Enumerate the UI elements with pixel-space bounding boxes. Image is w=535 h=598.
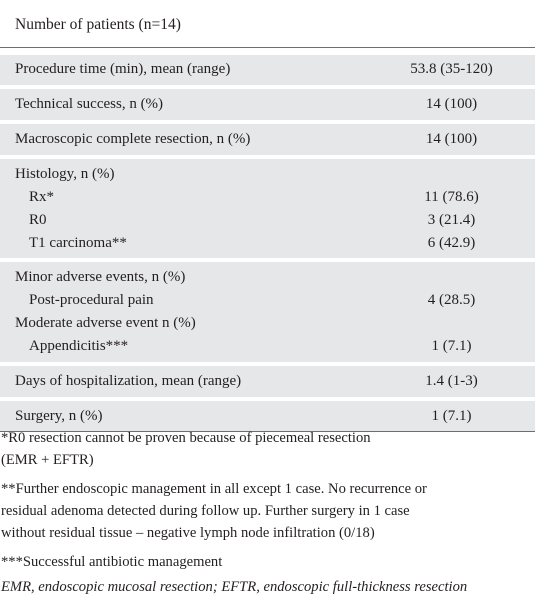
row-value: 11 (78.6): [424, 189, 479, 205]
minor-adverse-title: Minor adverse events, n (%): [15, 269, 186, 285]
row-value: 14 (100): [425, 131, 478, 147]
footnote-1-line-1: *R0 resection cannot be proven because of piecemeal resection: [1, 430, 371, 446]
row-label: Appendicitis***: [29, 338, 129, 354]
table-row: [0, 89, 535, 120]
table-header: Number of patients (n=14): [0, 0, 535, 48]
footnote-3: ***Successful antibiotic management: [1, 554, 223, 570]
row-value: 53.8 (35-120): [410, 61, 493, 77]
table-row: [15, 232, 535, 255]
row-label: Post-procedural pain: [29, 292, 154, 308]
row-label: Technical success, n (%): [15, 96, 164, 112]
footnote-2-line-3: without residual tissue – negative lymph node infiltration (0/18): [1, 525, 375, 541]
moderate-adverse-title: Moderate adverse event n (%): [15, 315, 196, 331]
row-value: 14 (100): [425, 96, 478, 112]
table-row: [15, 289, 535, 312]
row-value: 3 (21.4): [427, 212, 476, 228]
histology-group: [0, 159, 535, 258]
footnote-2-line-2: residual adenoma detected during follow up. Further surgery in 1 case: [1, 503, 410, 519]
adverse-events-group: [0, 262, 535, 362]
footnotes: [0, 427, 535, 598]
table-row: [15, 209, 535, 232]
row-value: 6 (42.9): [427, 235, 476, 251]
row-label: Procedure time (min), mean (range): [15, 61, 231, 77]
row-label: Rx*: [29, 189, 55, 205]
row-value: 1 (7.1): [431, 338, 472, 354]
table-row: [0, 124, 535, 155]
row-value: 1.4 (1-3): [425, 373, 478, 389]
row-label: Surgery, n (%): [15, 408, 103, 424]
row-label: Days of hospitalization, mean (range): [15, 373, 242, 389]
row-label: Macroscopic complete resection, n (%): [15, 131, 251, 147]
table-row: [15, 186, 535, 209]
histology-title: Histology, n (%): [15, 166, 115, 182]
abbreviations-note: EMR, endoscopic mucosal resection; EFTR, endoscopic full-thickness resection: [1, 579, 468, 595]
table-row: [0, 55, 535, 85]
row-value: 4 (28.5): [427, 292, 476, 308]
footnote-2-line-1: **Further endoscopic management in all except 1 case. No recurrence or: [1, 481, 427, 497]
table-row: [15, 335, 535, 358]
row-label: T1 carcinoma**: [29, 235, 127, 251]
row-label: R0: [29, 212, 47, 228]
table-row: [0, 366, 535, 397]
footnote-1-line-2: (EMR + EFTR): [1, 452, 94, 468]
row-value: 1 (7.1): [431, 408, 472, 424]
